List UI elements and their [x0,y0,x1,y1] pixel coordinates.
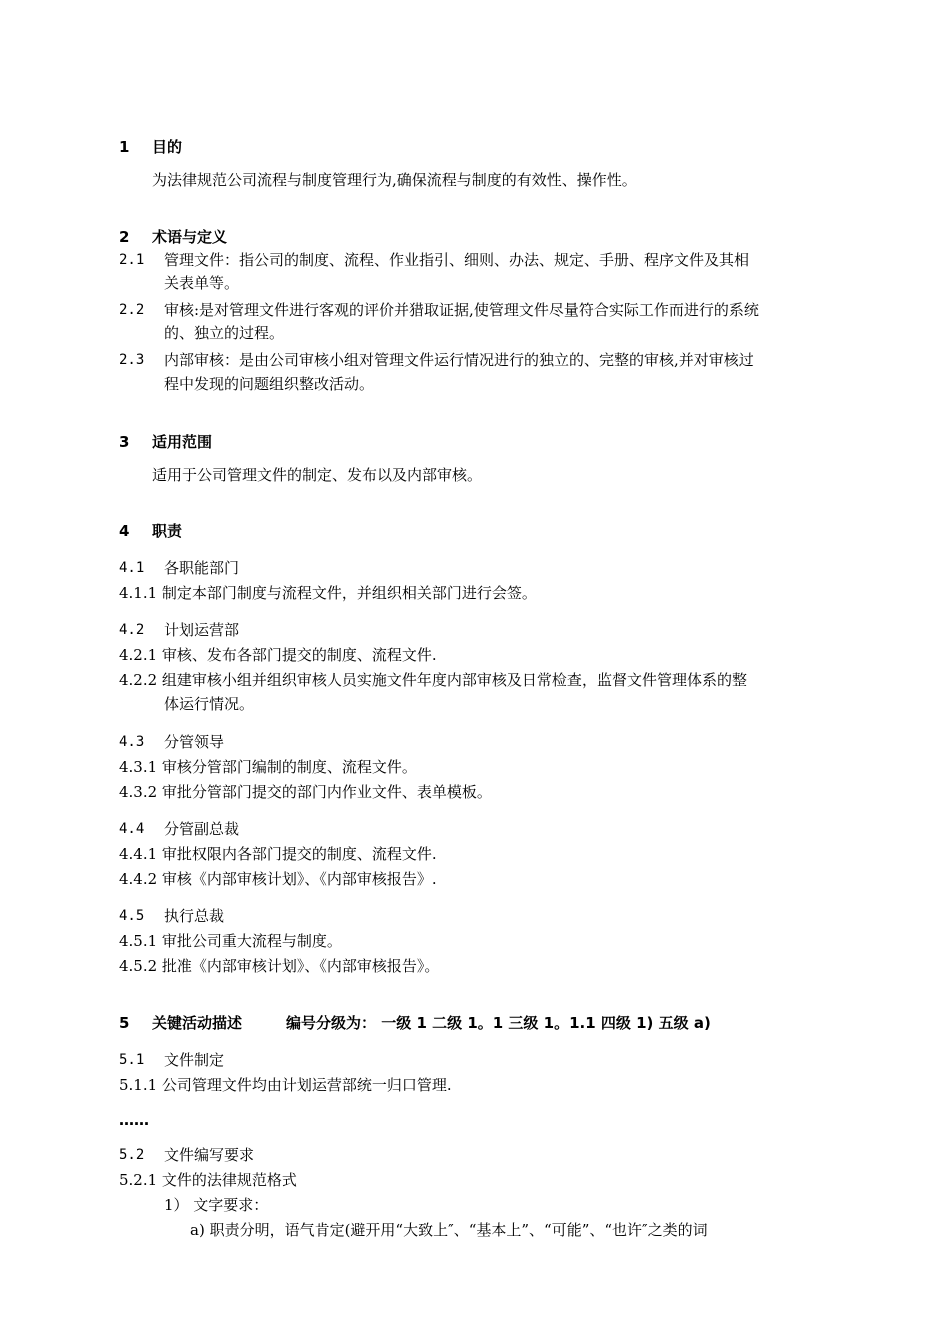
item-4-4-2: 4.4.2 审核《内部审核计划》、《内部审核报告》. [119,870,437,888]
item-4-3-2: 4.3.2 审批分管部门提交的部门内作业文件、表单模板。 [119,783,492,801]
item-4-2-title: 计划运营部 [164,621,240,639]
item-4-2-2-cont: 体运行情况。 [164,695,255,713]
item-4-2-2: 4.2.2 组建审核小组并组织审核人员实施文件年度内部审核及日常检查，监督文件管理体系的整 [119,671,747,689]
item-4-5-number: 4.5 [119,908,145,924]
section-5-number: 5 [119,1014,130,1032]
item-4-5-1: 4.5.1 审批公司重大流程与制度。 [119,932,342,950]
section-3-number: 3 [119,433,130,451]
section-1-title: 目的 [152,138,183,156]
section-1-body: 为法律规范公司流程与制度管理行为,确保流程与制度的有效性、操作性。 [152,171,637,189]
item-5-2-1: 5.2.1 文件的法律规范格式 [119,1171,297,1189]
ellipsis: …… [119,1111,149,1129]
item-2-2-number: 2.2 [119,302,145,318]
item-2-3-text-cont: 程中发现的问题组织整改活动。 [164,375,375,393]
numbering-levels: 编号分级为： 一级 1 二级 1。1 三级 1。1.1 四级 1) 五级 a) [286,1014,711,1032]
item-4-1-1: 4.1.1 制定本部门制度与流程文件，并组织相关部门进行会签。 [119,584,537,602]
level-5-item: a) 职责分明，语气肯定(避开用“大致上″、“基本上”、“可能”、“也许″之类的词 [190,1221,708,1239]
item-4-4-title: 分管副总裁 [164,820,240,838]
item-4-3-1: 4.3.1 审核分管部门编制的制度、流程文件。 [119,758,417,776]
level-4-item: 1） 文字要求： [164,1196,269,1214]
item-2-3-text: 内部审核：是由公司审核小组对管理文件运行情况进行的独立的、完整的审核,并对审核过 [164,351,754,369]
item-5-1-title: 文件制定 [164,1051,225,1069]
item-4-3-number: 4.3 [119,734,145,750]
section-1-number: 1 [119,138,130,156]
item-2-1-number: 2.1 [119,252,145,268]
item-5-2-title: 文件编写要求 [164,1146,255,1164]
item-5-2-number: 5.2 [119,1147,145,1163]
item-4-5-title: 执行总裁 [164,907,225,925]
item-5-1-1: 5.1.1 公司管理文件均由计划运营部统一归口管理. [119,1076,452,1094]
item-4-4-number: 4.4 [119,821,145,837]
section-4-number: 4 [119,522,130,540]
item-4-5-2: 4.5.2 批准《内部审核计划》、《内部审核报告》。 [119,957,440,975]
item-4-3-title: 分管领导 [164,733,225,751]
item-4-1-number: 4.1 [119,560,145,576]
item-2-2-text: 审核:是对管理文件进行客观的评价并猎取证据,使管理文件尽量符合实际工作而进行的系统 [164,301,759,319]
item-2-1-text-cont: 关表单等。 [164,274,240,292]
section-3-body: 适用于公司管理文件的制定、发布以及内部审核。 [152,466,483,484]
item-4-1-title: 各职能部门 [164,559,240,577]
item-2-3-number: 2.3 [119,352,145,368]
item-4-2-number: 4.2 [119,622,145,638]
item-5-1-number: 5.1 [119,1052,145,1068]
section-2-number: 2 [119,228,130,246]
section-4-title: 职责 [152,522,183,540]
item-4-4-1: 4.4.1 审批权限内各部门提交的制度、流程文件. [119,845,437,863]
section-5-title: 关键活动描述 [152,1014,243,1032]
item-2-1-text: 管理文件：指公司的制度、流程、作业指引、细则、办法、规定、手册、程序文件及其相 [164,251,750,269]
item-4-2-1: 4.2.1 审核、发布各部门提交的制度、流程文件. [119,646,437,664]
section-3-title: 适用范围 [152,433,213,451]
item-2-2-text-cont: 的、独立的过程。 [164,324,285,342]
section-2-title: 术语与定义 [152,228,228,246]
